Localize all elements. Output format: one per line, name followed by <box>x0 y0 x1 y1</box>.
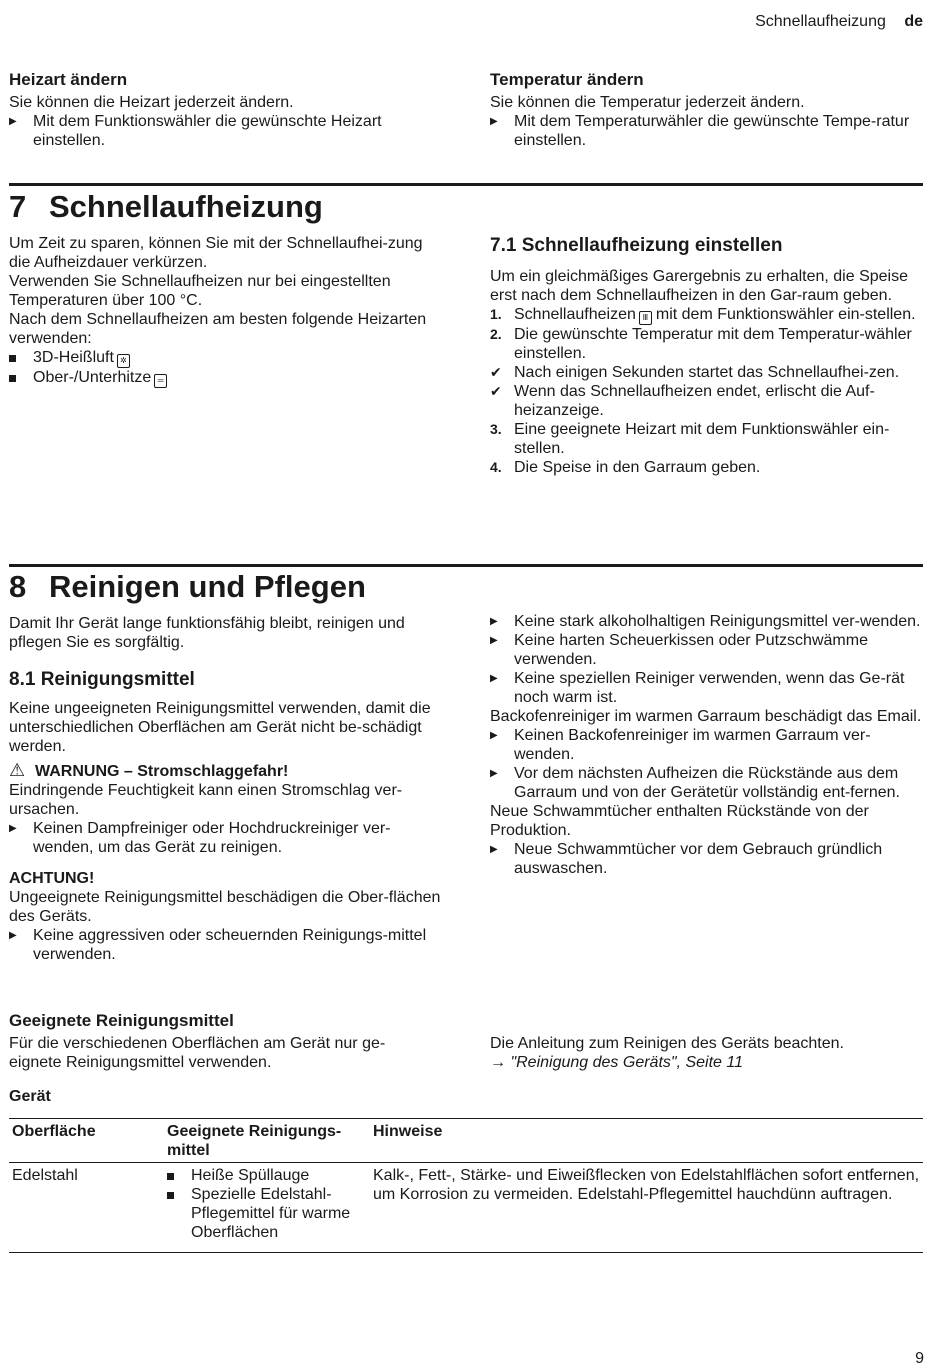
oven-cleaner-note: Backofenreiniger im warmen Garraum beschädigt das Email. <box>490 708 922 725</box>
triangle-bullet-icon: ▶ <box>9 116 17 127</box>
list-item: Ober-/Unterhitze ═ <box>9 368 429 388</box>
page-header <box>755 12 923 31</box>
cell-surface: Edelstahl <box>9 1163 164 1253</box>
list-item: Heiße Spüllauge <box>167 1166 367 1185</box>
col-header-surface: Oberfläche <box>9 1119 164 1163</box>
temperatur-step: ▶ Mit dem Temperaturwähler die gewünschte Tempe-ratur einstellen. <box>490 113 910 149</box>
chapter-8-heading: 8 Reinigen und Pflegen <box>9 569 366 604</box>
result-item: ✔ Wenn das Schnellaufheizen endet, erlischt die Auf-heizanzeige. <box>490 383 875 419</box>
header-lang: de <box>904 13 923 30</box>
cell-notes: Kalk-, Fett-, Stärke- und Eiweißflecken von Edelstahlflächen sofort entfernen, um Korrosion zu vermeiden. Edelstahl-Pflegemittel hauchdünn auftragen. <box>370 1163 923 1253</box>
chapter-7-rule <box>9 183 923 186</box>
hot-air-icon: ✲ <box>117 354 130 368</box>
ch7-1-intro: Um ein gleichmäßiges Garergebnis zu erhalten, die Speise erst nach dem Schnellaufheizen in den Gar-raum geben. <box>490 268 908 304</box>
suitable-title: Geeignete Reinigungsmittel <box>9 1011 234 1030</box>
warning-step: ▶ Keinen Dampfreiniger oder Hochdruckreiniger ver-wenden, um das Gerät zu reinigen. <box>9 820 391 856</box>
chapter-7-heading: 7 Schnellaufheizung <box>9 189 323 224</box>
heizart-step: ▶ Mit dem Funktionswähler die gewünschte Heizart einstellen. <box>9 113 382 149</box>
list-item: ▶ Neue Schwammtücher vor dem Gebrauch gründlich auswaschen. <box>490 841 883 877</box>
triangle-bullet-icon: ▶ <box>490 673 498 684</box>
triangle-bullet-icon: ▶ <box>490 635 498 646</box>
ch7-1-heading: 7.1 Schnellaufheizung einstellen <box>490 235 783 256</box>
check-icon: ✔ <box>490 364 502 380</box>
temperatur-block <box>490 70 924 150</box>
cleaning-table-wrap <box>9 1118 923 1253</box>
cell-agents <box>164 1163 370 1253</box>
square-bullet-icon <box>167 1173 174 1180</box>
triangle-bullet-icon: ▶ <box>490 116 498 127</box>
chapter-8-rule <box>9 564 923 567</box>
header-section: Schnellaufheizung <box>755 13 886 30</box>
list-item: Spezielle Edelstahl-Pflegemittel für warme Oberflächen <box>167 1185 367 1242</box>
ch8-1-heading: 8.1 Reinigungsmittel <box>9 669 195 690</box>
top-bottom-heat-icon: ═ <box>154 374 167 388</box>
suitable-left <box>9 1011 429 1072</box>
square-bullet-icon <box>167 1192 174 1199</box>
list-item: 3D-Heißluft ✲ <box>9 348 429 368</box>
check-icon: ✔ <box>490 383 502 399</box>
col-header-agents: Geeignete Reinigungs-mittel <box>164 1119 370 1163</box>
chapter-7-left <box>9 234 429 388</box>
page-number: 9 <box>915 1350 924 1367</box>
triangle-bullet-icon: ▶ <box>9 930 17 941</box>
table-row <box>9 1163 923 1253</box>
list-item: ▶ Keine speziellen Reiniger verwenden, wenn das Ge-rät noch warm ist. <box>490 670 905 706</box>
caution-text: Ungeeignete Reinigungsmittel beschädigen die Ober-flächen des Geräts. <box>9 889 441 925</box>
ch7-p3: Nach dem Schnellaufheizen am besten folgende Heizarten verwenden: <box>9 311 427 347</box>
table-header-row <box>9 1119 923 1163</box>
temperatur-text: Sie können die Temperatur jederzeit ändern. <box>490 94 805 111</box>
cleaning-table <box>9 1118 923 1253</box>
list-item: ▶ Keinen Backofenreiniger im warmen Garraum ver-wenden. <box>490 727 871 763</box>
result-item: ✔ Nach einigen Sekunden startet das Schnellaufhei-zen. <box>490 364 900 381</box>
chapter-8-left <box>9 614 441 964</box>
triangle-bullet-icon: ▶ <box>490 616 498 627</box>
caution-heading: ACHTUNG! <box>9 870 95 887</box>
step-item: 2. Die gewünschte Temperatur mit dem Temperatur-wähler einstellen. <box>490 326 912 362</box>
suitable-right-text: Die Anleitung zum Reinigen des Geräts beachten. <box>490 1035 844 1052</box>
ch7-p1: Um Zeit zu sparen, können Sie mit der Schnellaufhei-zung die Aufheizdauer verkürzen. <box>9 235 423 271</box>
col-header-notes: Hinweise <box>370 1119 923 1163</box>
ch7-p2: Verwenden Sie Schnellaufheizen nur bei eingestellten Temperaturen über 100 °C. <box>9 273 391 309</box>
step-item: 1. Schnellaufheizen Ⅲ mit dem Funktionswähler ein-stellen. <box>490 306 916 323</box>
cross-reference-link[interactable]: → "Reinigung des Geräts", Seite 11 <box>490 1054 743 1071</box>
list-item: ▶ Vor dem nächsten Aufheizen die Rückstände aus dem Garraum und von der Gerätetür vollständig ent-fernen. <box>490 765 900 801</box>
triangle-bullet-icon: ▶ <box>490 768 498 779</box>
list-item: ▶ Keine harten Scheuerkissen oder Putzschwämme verwenden. <box>490 632 868 668</box>
list-item: ▶ Keine stark alkoholhaltigen Reinigungsmittel ver-wenden. <box>490 613 921 630</box>
caution-step: ▶ Keine aggressiven oder scheuernden Reinigungs-mittel verwenden. <box>9 927 427 963</box>
square-bullet-icon <box>9 375 16 382</box>
heizart-block <box>9 70 449 150</box>
suitable-right <box>490 1034 924 1072</box>
table-caption: Gerät <box>9 1088 51 1105</box>
ch8-1-text: Keine ungeeigneten Reinigungsmittel verwenden, damit die unterschiedlichen Oberflächen am Gerät nicht be-schädigt werden. <box>9 700 431 755</box>
triangle-bullet-icon: ▶ <box>490 730 498 741</box>
temperatur-title: Temperatur ändern <box>490 70 644 89</box>
square-bullet-icon <box>9 355 16 362</box>
warning-triangle-icon: ⚠ <box>9 760 26 780</box>
heizart-title: Heizart ändern <box>9 70 128 89</box>
rapid-heat-icon: Ⅲ <box>639 311 652 325</box>
ch8-intro: Damit Ihr Gerät lange funktionsfähig bleibt, reinigen und pflegen Sie es sorgfältig. <box>9 615 405 651</box>
chapter-8-right <box>490 612 924 878</box>
triangle-bullet-icon: ▶ <box>9 823 17 834</box>
warning-heading: ⚠ WARNUNG – Stromschlaggefahr! <box>9 760 289 780</box>
warning-text: Eindringende Feuchtigkeit kann einen Stromschlag ver-ursachen. <box>9 782 403 818</box>
sponge-note: Neue Schwammtücher enthalten Rückstände von der Produktion. <box>490 803 869 839</box>
step-item: 3. Eine geeignete Heizart mit dem Funktionswähler ein-stellen. <box>490 421 890 457</box>
chapter-7-1 <box>490 235 924 477</box>
suitable-text: Für die verschiedenen Oberflächen am Gerät nur ge-eignete Reinigungsmittel verwenden. <box>9 1035 386 1071</box>
triangle-bullet-icon: ▶ <box>490 844 498 855</box>
heizart-text: Sie können die Heizart jederzeit ändern. <box>9 94 294 111</box>
step-item: 4. Die Speise in den Garraum geben. <box>490 459 761 476</box>
